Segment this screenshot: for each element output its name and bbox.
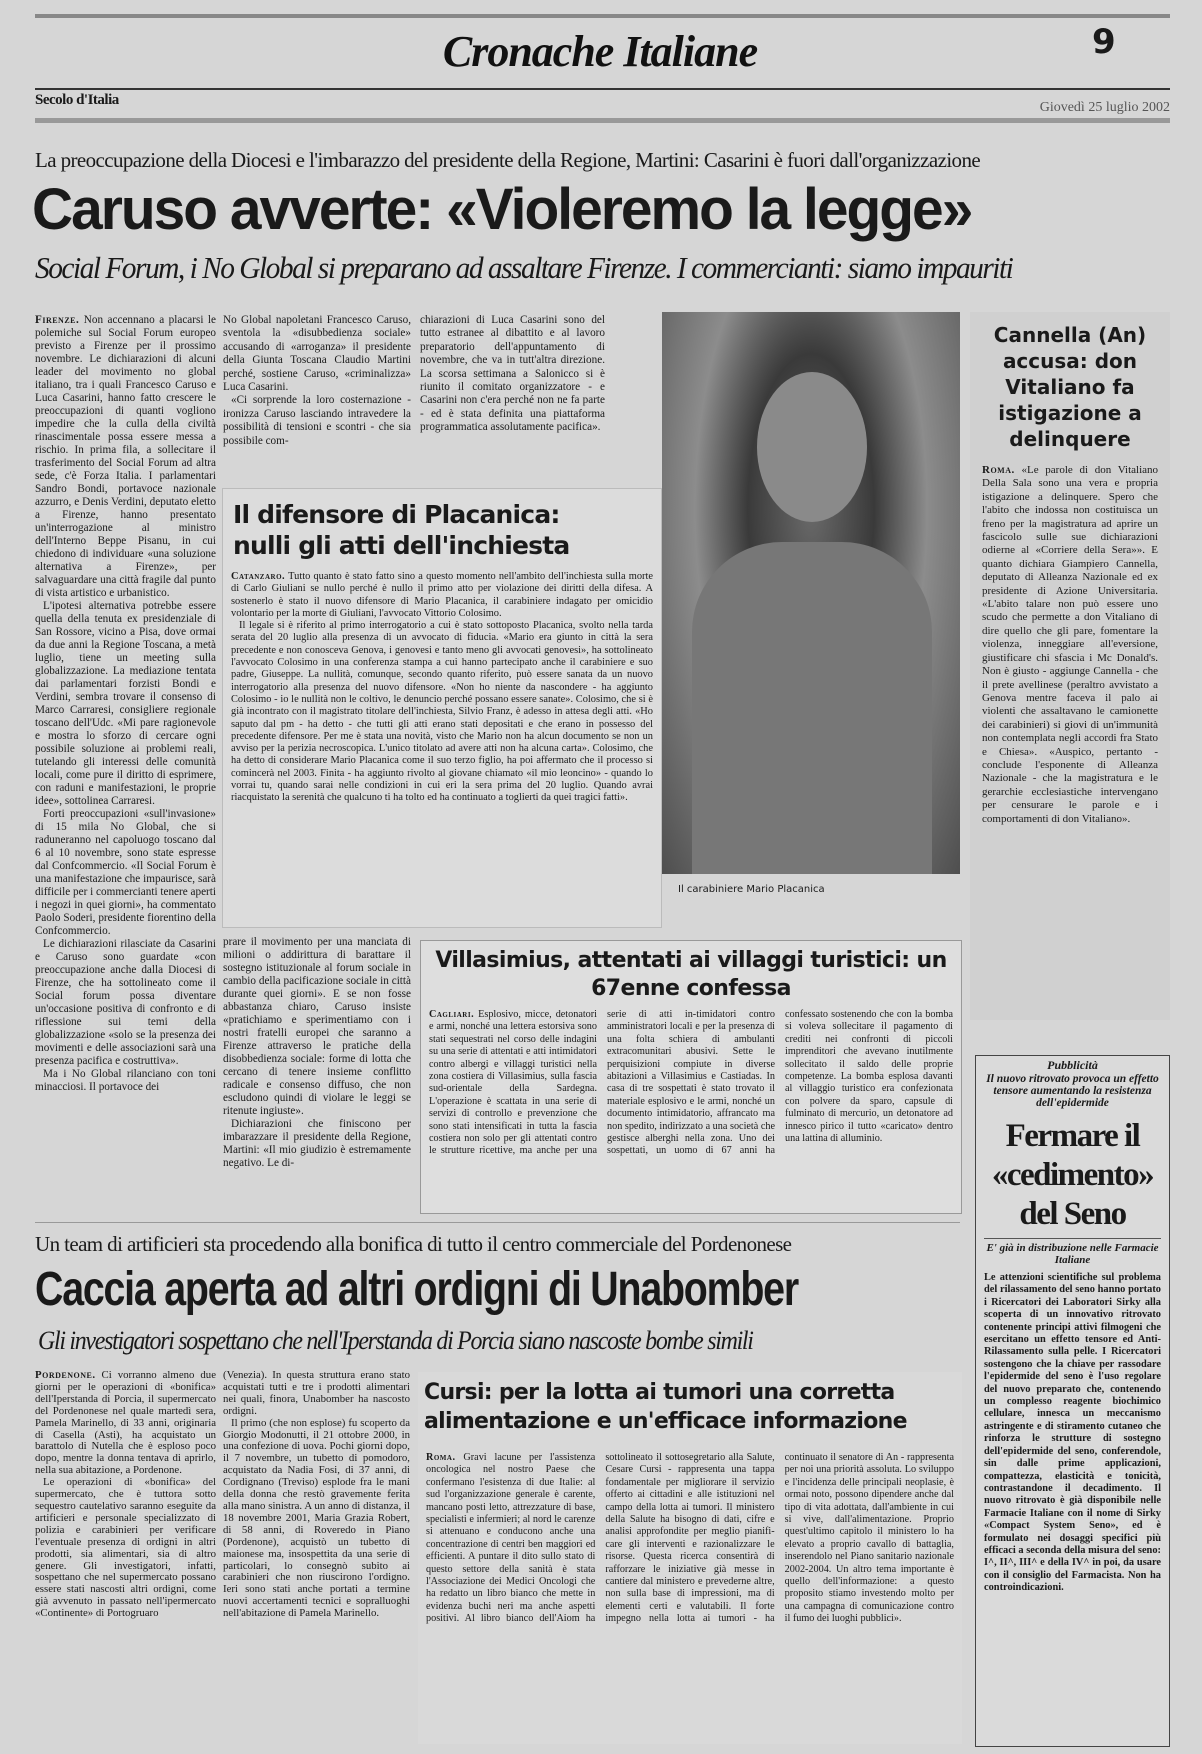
lead-paragraph: L'ipotesi alternativa potrebbe essere quella della tenuta ex presidenziale di San Rossore, vicino a Pisa, dove ormai da due anni la Regione Toscana, a metà luglio, tiene un meeting sulla globalizzazione. La mediazione tentata dai parlamentari forzisti Bondi e Verdini, sembra trovare il consenso di Marco Carraresi, consigliere regionale toscano dell'Udc. «Mi pare ragionevole e mostra lo sforzo di cercare ogni possibile soluzione ai problemi reali, tutelando gli interessi delle comunità locali, come pure il diritto di esprimere, con raduni e manifestazioni, le proprie idee», sottolinea Carraresi. [35,600,216,807]
unabomber-column-1 [35,1370,216,1620]
villasimius-paragraph: timidatori contro amministratori locali e per la presenza di una folta schiera di ambulanti extracomunitari abusivi. Sette le perquisizioni compiute in diverse abitazioni a Villasimius e Castiadas. In casa di tre sospettati è stato trovato il materiale esplosivo e le armi, nonché un documento intimidatorio, affrancato ma non spedito, indirizzato a una [607,1009,775,1132]
unabomber-headline: Caccia aperta ad altri ordigni di Unabomber [35,1263,798,1316]
villasimius-dateline: Cagliari. [429,1009,475,1020]
unabomber-subhead: Gli investigatori sospettano che nell'Iperstanda di Porcia siano nascoste bombe simili [38,1326,753,1355]
cursi-box [418,1372,962,1744]
placanica-text [231,571,653,805]
unabomber-paragraph: Ci vorranno almeno due giorni per le operazioni di «bonifica» dell'Iperstanda di Porcia, il supermercato del Pordenonese nel quale martedì sera, Pamela Marinello, di 33 anni, originaria di Casella (Asti), ha acquistato un barattolo di Nutella che è esploso poco dopo, mentre la donna tentava di aprirlo, nella sua abitazione, a Pordenone. [35,1369,216,1477]
lead-column-2-bottom [223,936,411,1170]
villasimius-headline: Villasimius, attentati ai villaggi turistici: un 67enne confessa [435,948,947,1001]
lead-paragraph: No Global napoletani Francesco Caruso, sventola la «disubbedienza sociale» accusando di «arroganza» il presidente della Giunta Toscana Claudio Martini perché, sostiene Caruso, «criminalizza» Luca Casarini. [223,314,411,394]
villasimius-box [420,940,962,1214]
unabomber-paragraph: Il primo (che non esplose) fu scoperto da Giorgio Modonutti, il 21 ottobre 2000, in una confezione di uova. Pochi giorni dopo, il 7 novembre, un tubetto di pomodoro, acquistato da Nadia Fosi, di 37 anni, di Cordignano (Treviso) esplode fra le mani della donna che restò gravemente ferita alla mano sinistra. A un anno di distanza, il 18 novembre 2001, Maria Grazia Robert, di 58 anni, di Roveredo in Piano (Pordenone), acquistò un tubetto di maionese ma, insospettita da una serie di particolari, lo consegnò subito ai carabinieri che non riuscirono l'ordigno. Ieri sono stati anche portati a termine nuovi accertamenti tecnici e sopralluoghi nell'abitazione di Pamela Marinello. [223,1416,410,1620]
issue-date: Giovedì 25 luglio 2002 [1039,100,1170,115]
cursi-text [426,1452,954,1626]
lead-dateline: Firenze. [35,314,80,326]
cannella-box [970,312,1170,1020]
advert-label: Pubblicità [1047,1058,1098,1072]
lead-paragraph: chiarazioni di Luca Casarini sono del tutto estranee al dibattito e al lavoro preparatorio dell'appuntamento di novembre, che va in tutt'altra direzione. La scorsa settimana a Salonicco si è riunito il comitato organizzatore - e Casarini non c'era perché non ne fa parte - ed è stata definita una piattaforma programmatica assolutamente pacifica». [420,314,605,434]
placanica-headline: Il difensore di Placanica: nulli gli atti dell'inchiesta [233,500,570,560]
placanica-box [222,488,662,928]
lead-paragraph: prare il movimento per una manciata di milioni o addirittura di barattare il sostegno istituzionale al forum sociale in cambio della pacificazione sociale in città durante quei giorni». E se non fosse abbastanza chiaro, Caruso insiste «pratichiamo e sperimentiamo con i nostri fratelli europei che saranno a Firenze attraverso le pratiche della disobbedienza sociale: forme di lotta che cercano di tenere insieme conflitto radicale e consenso diffuso, che non escludono quindi di violare le leggi se ritenute ingiuste». [223,936,411,1117]
lead-text: Non accennano a placarsi le polemiche sul Social Forum europeo previsto a Firenze per il prossimo novembre. Le dichiarazioni di alcuni leader del movimento no global italiano, tra i quali Francesco Caruso e Luca Casarini, hanno fatto crescere le preoccupazioni di quanti vogliono impedire che la culla della civiltà rinascimentale possa essere messa a rischio. In prima fila, a sollecitare il trasferimento del Social Forum ad altra sede, c'è Forza Italia. I parlamentari Sandro Bondi, portavoce nazionale azzurro, e Denis Verdini, deputato eletto a Firenze, hanno presentato un'interrogazione al ministro dell'Interno Beppe Pisanu, in cui chiedono di individuare «una soluzione alternativa a Firenze», per salvaguardare una città fragile dal punto di vista artistico e urbanistico. [35,314,217,599]
lead-subhead: Social Forum, i No Global si preparano ad assaltare Firenze. I commercianti: siamo impauriti [35,250,1013,285]
villasimius-paragraph: Esplosivo, micce, detonatori e armi, nonché una lettera estorsiva sono stati sequestrati nel corso delle indagini su una serie di attentati e atti intimidatori contro albergi e villaggi turistici nella zona costiera di Villasimius, sulla fascia sud-orientale della Sardegna. L'operazione è scattata in una serie di servizi di controllo e prevenzione che sono stati intensificati in tutta la fascia costiera non solo per gli attentati contro le strutture ricettive, ma anche per una serie di atti in- [429,1009,697,1157]
placanica-paragraph: Tutto quanto è stato fatto sino a questo momento nell'ambito dell'inchiesta sulla morte di Carlo Giuliani se nullo perché è nullo il primo atto per violazione dei diritti della difesa. A sostenerlo è stato il nuovo difensore di Mario Placanica, il carabiniere indagato per omicidio volontario per la morte di Giuliani, l'avvocato Vittorio Colosimo. [231,571,653,619]
photo-caption: Il carabiniere Mario Placanica [678,884,825,895]
cannella-paragraph: «Le parole di don Vitaliano Della Sala sono una vera e propria istigazione a delinquere. Spero che l'abito che indossa non costituisca un freno per la magistratura ad aprire un fascicolo sulle sue dichiarazioni odierne al «Corriere della Sera»». E quanto dichiara Giampiero Cannella, deputato di Alleanza Nazionale ed ex presidente di Azione Universitaria. «L'abito talare non può essere uno scudo che permette a don Vitaliano di dire quello che gli pare, fomentare la violenza, inneggiare all'eversione, giustificare chi sfascia i Mc Donald's. Non è giusto - aggiunge Cannella - che il prete avellinese (peraltro avvistato a Genova mentre faceva il palo ai violenti che assaltavano le camionette dei carabinieri) si giovi di un'immunità non contemplata negli accordi fra Stato e Chiesa». «Auspico, pertanto - conclude l'esponente di Alleanza Nazionale - che la magistratura e le gerarchie ecclesiastiche intervengano per censurare le parole e i comportamenti di don Vitaliano». [982,464,1159,825]
cannella-headline: Cannella (An) accusa: don Vitaliano fa istigazione a delinquere [993,323,1147,451]
masthead-bottom-rule [35,118,1170,123]
unabomber-column-2 [223,1370,410,1620]
unabomber-dateline: Pordenone. [35,1369,96,1381]
masthead-rule [35,88,1170,90]
advert-headline: Fermare il «cedimento» del Seno [991,1118,1154,1232]
lead-column-2-top [223,314,411,448]
section-title-text: Cronache Italiane [442,27,758,76]
lead-headline: Caruso avverte: «Violeremo la legge» [32,177,972,242]
section-title [400,26,800,77]
advert-box [975,1055,1170,1747]
lead-kicker: La preoccupazione della Diocesi e l'imbarazzo del presidente della Regione, Martini: Casarini è fuori dall'organizzazione [35,148,981,172]
paper-name: Secolo d'Italia [35,92,119,108]
cannella-text [982,464,1158,826]
villasimius-text [429,1009,953,1158]
cursi-dateline: Roma. [426,1452,456,1463]
photo-body-shape [692,542,932,874]
advert-intro: Il nuovo ritrovato provoca un effetto tensore aumentando la resistenza dell'epidermide [986,1073,1159,1109]
lead-paragraph: Forti preoccupazioni «sull'invasione» di 15 mila No Global, che si raduneranno nel capoluogo toscano dal 6 al 10 novembre, sono state espresse dal Confcommercio. «Il Social Forum è una manifestazione che impaurisce, sarà difficile per i commercianti tenere aperti i negozi in quei giorni», ha commentato Paolo Soderi, presidente fiorentino della Confcommercio. [35,808,216,937]
unabomber-paragraph: (Venezia). In questa struttura erano stato acquistati tutti e tre i prodotti alimentari nei quali, finora, Unabomber ha nascosto ordigni. [223,1369,410,1417]
lead-paragraph: «Ci sorprende la loro costernazione - ironizza Caruso lasciando intravedere la possibilità di tensioni e scontri - che sia possibile com- [223,394,411,447]
lead-paragraph: Dichiarazioni che finiscono per imbarazzare il presidente della Regione, Martini: «Il mio giudizio è estremamente negativo. Le di- [223,1118,411,1169]
cursi-paragraph: care gli interventi e razionalizzare le risorse. Questa ricerca consentirà di rafforzare le iniziative già messe in cantiere dal ministero e prevederne altre, non sulla base di impressioni, ma di elementi certi e valutabili. Il forte impegno nella lotta ai tumori - ha continuato il senatore di An - rappresenta per noi una priorità assoluta. Lo sviluppo e l'incidenza delle principali neoplasie, è ormai noto, possono dipendere anche dal tipo di vita adottata, dall'ambiente in cui si vive, dall'alimentazione. Proprio quest'ultimo capitolo il ministero lo ha elevato a proprio cavallo di battaglia, inserendolo nel Piano sanitario nazionale 2002-2004. Un altro tema importante è quello dell'informazione: a questo proposito stiamo investendo molto per una campagna di comunicazione contro il fumo dei luoghi pubblici». [605,1452,954,1625]
section-divider [35,1222,960,1223]
unabomber-paragraph: Le operazioni di «bonifica» del supermercato, che è tuttora sotto sequestro cautelativo saranno eseguite da artificieri e personale specializzato di polizia e carabinieri per verificare l'eventuale presenza di ordigni in altri prodotti, sia alimentari, sia di altro genere. Gli investigatori, infatti, sospettano che nel supermercato possano essere stati nascosti altri ordigni, come già avvenuto in passato nell'ipermercato «Continente» di Portogruaro [35,1476,216,1620]
villasimius-paragraph: società che gestisce alberghi nella zona. Uno dei sospettati, un uomo di 67 anni ha confessato sostenendo che con la bomba si voleva sollecitare il pagamento di crediti nei confronti di piccoli imprenditori che avevano inutilmente sollecitato il saldo delle proprie competenze. La bomba esplosa davanti al villaggio turistico era confezionata con polvere da sparo, capsule di fulminato di mercurio, un detonatore ad innesco pirico il tutto «caricato» dentro una lattina di alluminio. [607,1009,953,1157]
cursi-paragraph: Gravi lacune per l'assistenza oncologica nel nostro Paese che confermano l'esistenza di due Italie: al sud l'organizzazione generale è carente, mancano posti letto, attrezzature di base, specialisti e infermieri; al nord le carenze si attenuano e conducono anche una concentrazione di centri ben maggiori ed efficienti. A puntare il dito sullo stato di questo settore della sanità è stata l'Associazione dei Medici Oncologi che ha redatto un libro bianco che mette in evidenza buchi neri ma anche aspetti positivi. Al libro bianco dell'Aiom ha sottolineato il sottosegretario alla Salute, Cesare Cursi - rappresenta una tappa fondamentale per migliorare il servizio offerto ai cittadini e alle istituzioni nel campo della lotta ai tumori. Il ministero della Salute ha bisogno di dati, cifre e analisi approfondite per meglio pianifi- [426,1452,775,1625]
unabomber-kicker: Un team di artificieri sta procedendo alla bonifica di tutto il centro commerciale del Pordenonese [35,1232,792,1256]
page-number: 9 [1092,22,1116,62]
lead-paragraph: Le dichiarazioni rilasciate da Casarini e Caruso sono guardate «con preoccupazione anche dalla Diocesi di Firenze, che ha sottolineato come il Social forum possa diventare un'occasione positiva di confronto e di riflessione sui temi della globalizzazione «solo se la presenza dei movimenti e delle associazioni sarà una presenza pacifica e costruttiva». [35,938,216,1067]
advert-body: Le attenzioni scientifiche sul problema del rilassamento del seno hanno portato i Ricercatori dei Laboratori Sirky alla scoperta di un innovativo ritrovato contenente principi attivi filmogeni che esercitano un effetto tensore ed Anti-Rilassamento sulla pelle. I Ricercatori sostengono che la chiave per rassodare l'epidermide del seno è l'uso regolare del nuovo preparato che, contenendo un complesso reagente biochimico cellulare, innesca un meccanismo astringente e di stiramento cutaneo che rinforza le strutture di sostegno dell'epidermide del seno, conferendole, sin dalle prime applicazioni, compattezza, elasticità e tonicità, contrastandone il decadimento. Il nuovo ritrovato è già disponibile nelle Farmacie Italiane con il nome di Sirky «Compact System Seno», ed è formulato nei dosaggi specifici più efficaci a seconda della misura del seno: I^, II^, III^ e della IV^ in poi, da usare con il consiglio del Farmacista. Non ha controindicazioni. [984,1272,1161,1594]
lead-column-3 [420,314,605,435]
cannella-dateline: Roma. [982,464,1015,476]
photo-head-shape [757,372,867,522]
lead-paragraph: Ma i No Global rilanciano con toni minacciosi. Il portavoce dei [35,1068,216,1093]
masthead-top-rule [35,14,1170,18]
placanica-dateline: Catanzaro. [231,571,286,582]
placanica-paragraph: Il legale si è riferito al primo interrogatorio a cui è stato sottoposto Placanica, svolto nella tarda serata del 20 luglio alla presenza di un avvocato di fiducia. «Mario era giunto in città la sera precedente e non conosceva Genova, i genovesi e tanto meno gli avvocati genovesi», ha sottolineato l'avvocato Colosimo in una conferenza stampa a cui hanno partecipato anche il carabiniere e suo padre, Giuseppe. La nullità, comunque, secondo quanto riferito, può essere sanata da un nuovo interrogatorio alla presenza del nuovo difensore. «Non ho niente da nascondere - ha aggiunto Colosimo - io le nullità non le coltivo, le denuncio perché possano essere sanate». Colosimo, che si è già incontrato con il magistrato titolare dell'inchiesta, Silvio Franz, è adesso in attesa degli atti. «Ho saputo dal pm - ha detto - che tutti gli atti erano stati depositati e che erano in possesso del precedente difensore. Per me è stata una novità, visto che Mario non ha alcun documento se non un avviso per la perizia necroscopica. L'unico titolato ad avere atti non ha alcuna carta». Colosimo, che ha detto di considerare Mario Placanica come il suo terzo figlio, ha poi affermato che il processo si comincerà nel 2003. Finita - ha aggiunto rivolto al giovane chiamato «il mio leoncino» - quando lo vorrai tu, quando sarai nelle condizioni in cui eri la sera prima del 20 luglio. Quando avrai riacquistato la serenità che qualcuno ti ha tolto ed ha continuato a toglierti da quei tragici fatti». [231,620,653,804]
advert-subline: E' già in distribuzione nelle Farmacie Italiane [984,1238,1161,1266]
placanica-photo [662,312,960,874]
lead-column-1 [35,314,216,1094]
cursi-headline: Cursi: per la lotta ai tumori una corretta alimentazione e un'efficace informazione [424,1380,907,1434]
